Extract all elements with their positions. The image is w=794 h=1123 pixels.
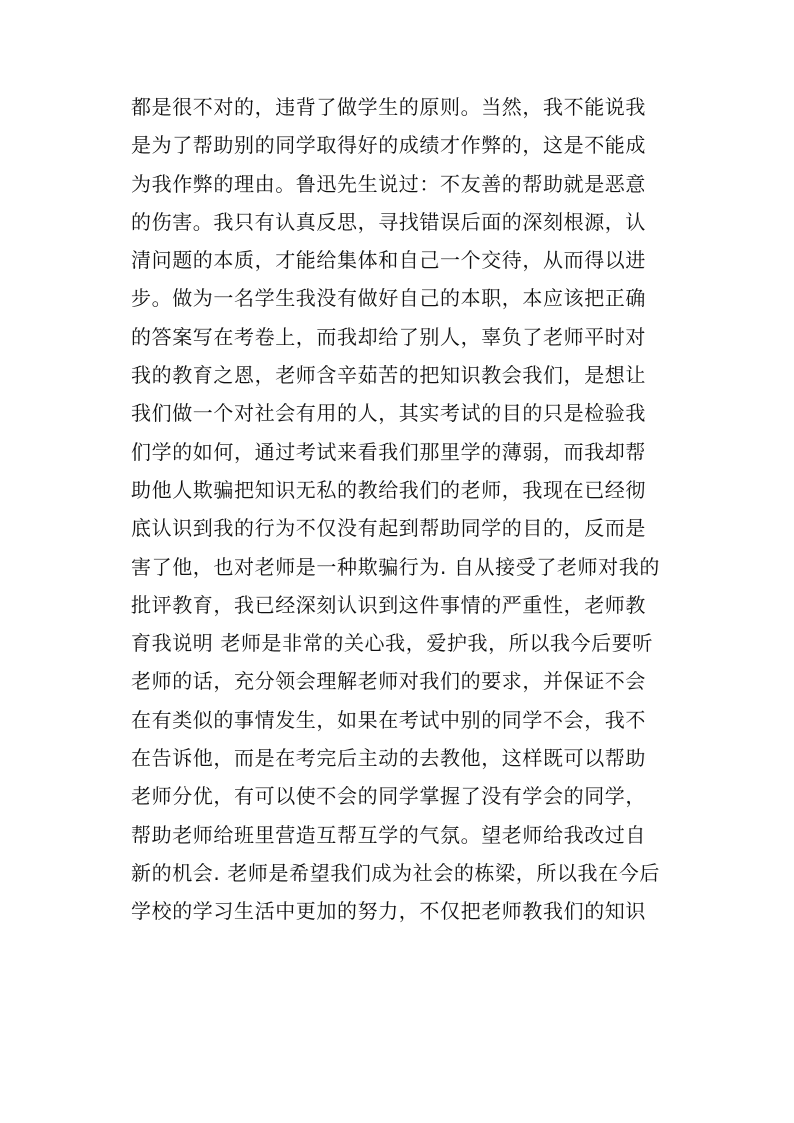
text-line: 育我说明 老师是非常的关心我，爱护我，所以我今后要听 xyxy=(131,631,653,656)
text-line: 是为了帮助别的同学取得好的成绩才作弊的，这是不能成 xyxy=(131,133,646,158)
text-line: 我的教育之恩，老师含辛茹苦的把知识教会我们，是想让 xyxy=(131,363,646,388)
text-line: 老师的话，充分领会理解老师对我们的要求，并保证不会 xyxy=(131,669,646,694)
text-line: 批评教育，我已经深刻认识到这件事情的严重性，老师教 xyxy=(131,592,646,617)
text-line: 为我作弊的理由。鲁迅先生说过：不友善的帮助就是恶意 xyxy=(131,171,646,196)
text-line: 助他人欺骗把知识无私的教给我们的老师，我现在已经彻 xyxy=(131,477,646,502)
body-text xyxy=(131,88,671,931)
text-line: 的答案写在考卷上，而我却给了别人，辜负了老师平时对 xyxy=(131,324,646,349)
text-line: 害了他，也对老师是一种欺骗行为. 自从接受了老师对我的 xyxy=(131,554,660,579)
text-line: 步。做为一名学生我没有做好自己的本职，本应该把正确 xyxy=(131,286,646,311)
text-line: 新的机会. 老师是希望我们成为社会的栋梁，所以我在今后 xyxy=(131,860,660,885)
text-line: 清问题的本质，才能给集体和自己一个交待，从而得以进 xyxy=(131,248,646,273)
text-line: 们学的如何，通过考试来看我们那里学的薄弱，而我却帮 xyxy=(131,439,646,464)
text-line: 在有类似的事情发生，如果在考试中别的同学不会，我不 xyxy=(131,707,646,732)
text-line: 都是很不对的，违背了做学生的原则。当然，我不能说我 xyxy=(131,95,646,119)
text-line: 我们做一个对社会有用的人，其实考试的目的只是检验我 xyxy=(131,401,646,426)
text-line: 老师分优，有可以使不会的同学掌握了没有学会的同学， xyxy=(131,784,646,809)
text-line: 学校的学习生活中更加的努力，不仅把老师教我们的知识 xyxy=(131,899,646,924)
text-line: 底认识到我的行为不仅没有起到帮助同学的目的，反而是 xyxy=(131,516,646,541)
text-line: 在告诉他，而是在考完后主动的去教他，这样既可以帮助 xyxy=(131,746,646,771)
text-line: 帮助老师给班里营造互帮互学的气氛。望老师给我改过自 xyxy=(131,822,646,847)
text-line: 的伤害。我只有认真反思，寻找错误后面的深刻根源，认 xyxy=(131,209,646,234)
